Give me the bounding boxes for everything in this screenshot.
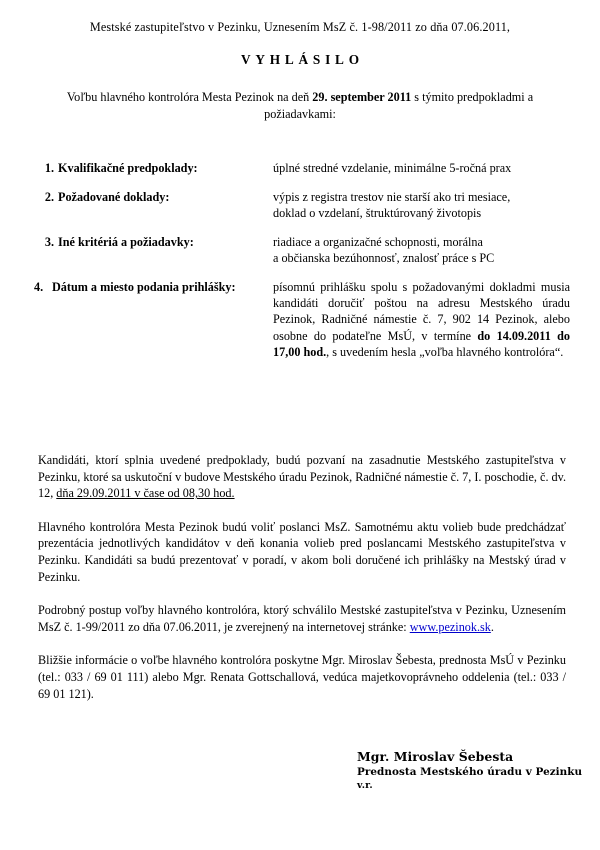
requirement-value-line: riadiace a organizačné schopnosti, morálna: [273, 234, 483, 249]
paragraph-invitation-text: Kandidáti, ktorí splnia uvedené predpoklady, budú pozvaní na zasadnutie Mestského zastupiteľstva v Pezinku, ktoré sa uskutoční v budove Mestského úradu Pezinok, Radničné námestie č. 7, I. poschodie, č. dv. 12,: [38, 453, 566, 501]
signatory-role: Prednosta Mestského úradu v Pezinku: [357, 766, 583, 778]
requirement-label: Kvalifikačné predpoklady:: [58, 161, 198, 175]
requirement-row: [0, 279, 600, 361]
paragraph-procedure: [38, 602, 566, 635]
requirement-number: 4.: [34, 279, 44, 294]
requirement-value: [273, 279, 600, 361]
header-resolution-line: Mestské zastupiteľstvo v Pezinku, Uznesením MsZ č. 1-98/2011 zo dňa 07.06.2011,: [89, 20, 511, 34]
requirement-row: [0, 234, 600, 267]
signatory-vr: v.r.: [357, 780, 373, 791]
requirement-value: [273, 189, 600, 222]
requirements-list: [0, 160, 600, 373]
requirement-value: [273, 160, 600, 177]
requirement-row: [0, 189, 600, 222]
requirement-value-line: úplné stredné vzdelanie, minimálne 5-ročná prax: [273, 161, 512, 175]
paragraph-invitation: [38, 452, 566, 502]
session-datetime-underlined: dňa 29.09.2011 v čase od 08,30 hod.: [56, 486, 235, 501]
requirement-number: 1.: [44, 161, 54, 175]
website-link[interactable]: www.pezinok.sk: [409, 619, 491, 634]
paragraph-procedure-tail: .: [490, 619, 494, 634]
intro-election-date: 29. september 2011: [312, 90, 412, 104]
paragraph-voting-process: Hlavného kontrolóra Mesta Pezinok budú voliť poslanci MsZ. Samotnému aktu volieb bude predchádzať prezentácia jednotlivých kandidátov v deň konania volieb pred poslancami Mestského zastupiteľstva v Pezinku. Kandidáti sa budú prezentovať v poradí, v akom boli doručené ich prihlášky na Mestský úrad v Pezinku.: [38, 519, 566, 584]
requirement-value-line: doklad o vzdelaní, štruktúrovaný životopis: [273, 206, 482, 220]
requirement-label: Požadované doklady:: [58, 189, 170, 204]
paragraph-procedure-text: Podrobný postup voľby hlavného kontrolóra, ktorý schválilo Mestské zastupiteľstva v Pezinku, Uznesením MsZ č. 1-99/2011 zo dňa 07.06.2011, je zverejnený na internetovej stránke:: [38, 603, 566, 634]
requirement-value-line: výpis z registra trestov nie starší ako tri mesiace,: [273, 189, 511, 204]
requirement-deadline: do 14.09.2011 do 17,00 hod.: [273, 328, 570, 360]
paragraph-contact-info: Bližšie informácie o voľbe hlavného kontrolóra poskytne Mgr. Miroslav Šebesta, prednosta MsÚ v Pezinku (tel.: 033 / 69 01 111) alebo Mgr. Renata Gottschallová, vedúca majetkovoprávneho oddelenia (tel.: 033 / 69 01 121).: [38, 653, 566, 701]
intro-paragraph: [30, 89, 570, 123]
requirement-row: [0, 160, 600, 177]
requirement-value-text-tail: , s uvedením hesla „voľba hlavného kontrolóra“.: [326, 345, 564, 360]
body-paragraphs: [38, 452, 566, 719]
requirement-number: 2.: [44, 189, 54, 204]
intro-text-after-date: s týmito predpokladmi a požiadavkami:: [264, 90, 534, 121]
signature-block: [357, 749, 582, 792]
requirement-value: [273, 234, 600, 267]
signatory-name: Mgr. Miroslav Šebesta: [357, 749, 514, 764]
requirement-number: 3.: [44, 234, 54, 249]
requirement-value-text: písomnú prihlášku spolu s požadovanými dokladmi musia kandidáti doručiť poštou na adresu Mestského úradu Pezinok, Radničné námestie č. 7, 902 14 Pezinok, alebo osobne do podateľne MsÚ, v termíne: [273, 279, 570, 343]
requirement-label: Dátum a miesto podania prihlášky:: [52, 279, 236, 294]
proclamation-heading: VYHLÁSILO: [240, 52, 364, 67]
requirement-label: Iné kritériá a požiadavky:: [58, 234, 194, 249]
intro-text-before-date: Voľbu hlavného kontrolóra Mesta Pezinok na deň: [66, 90, 313, 104]
requirement-value-line: a občianska bezúhonnosť, znalosť práce s PC: [273, 251, 495, 265]
